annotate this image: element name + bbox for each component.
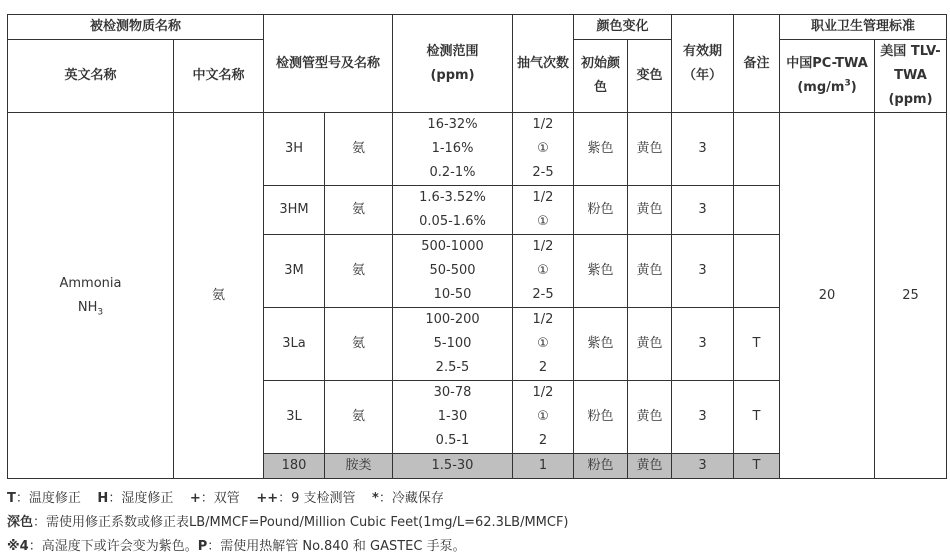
- range-cell: 30-78 1-30 0.5-1: [393, 381, 513, 454]
- changed-color-cell: 黄色: [628, 186, 672, 235]
- header-row-1: [8, 15, 947, 40]
- tube-name-cell: 氨: [325, 113, 393, 186]
- changed-color-cell: 黄色: [628, 381, 672, 454]
- shelf-life-cell: 3: [672, 381, 734, 454]
- tube-model-cell: 3M: [264, 235, 325, 308]
- remark-cell: T: [734, 381, 780, 454]
- detector-tube-spec-table: [7, 14, 947, 479]
- english-name-header: 英文名称: [8, 40, 174, 113]
- initial-color-cell: 紫色: [574, 113, 628, 186]
- shelf-life-cell: 3: [672, 308, 734, 381]
- china-pc-twa-header: 中国PC-TWA $(mg/m^3)$: [780, 40, 875, 113]
- china-pc-twa-cell: 20: [780, 113, 875, 479]
- table-row: [8, 113, 947, 186]
- tube-model-cell: 3H: [264, 113, 325, 186]
- tube-name-cell: 胺类: [325, 454, 393, 479]
- initial-color-header: 初始颜 色: [574, 40, 628, 113]
- initial-color-cell: 紫色: [574, 308, 628, 381]
- remark-cell: [734, 235, 780, 308]
- pumps-cell: 1: [513, 454, 574, 479]
- us-tlv-twa-cell: 25: [875, 113, 947, 479]
- range-cell: 500-1000 50-500 10-50: [393, 235, 513, 308]
- shelf-life-cell: 3: [672, 186, 734, 235]
- range-cell: 100-200 5-100 2.5-5: [393, 308, 513, 381]
- remark-cell: T: [734, 454, 780, 479]
- remark-header: 备注: [734, 15, 780, 113]
- tube-model-cell: 3L: [264, 381, 325, 454]
- range-cell: 16-32% 1-16% 0.2-1%: [393, 113, 513, 186]
- pumps-cell: 1/2 ①: [513, 186, 574, 235]
- initial-color-cell: 粉色: [574, 186, 628, 235]
- range-cell: 1.6-3.52% 0.05-1.6%: [393, 186, 513, 235]
- range-cell: 1.5-30: [393, 454, 513, 479]
- remark-cell: [734, 186, 780, 235]
- changed-color-cell: 黄色: [628, 308, 672, 381]
- tube-name-cell: 氨: [325, 186, 393, 235]
- initial-color-cell: 粉色: [574, 381, 628, 454]
- pumps-cell: 1/2 ① 2: [513, 381, 574, 454]
- pumps-cell: 1/2 ① 2: [513, 308, 574, 381]
- initial-color-cell: 紫色: [574, 235, 628, 308]
- shelf-life-cell: 3: [672, 454, 734, 479]
- pumps-header: 抽气次数: [513, 15, 574, 113]
- shelf-life-cell: 3: [672, 113, 734, 186]
- pumps-cell: 1/2 ① 2-5: [513, 235, 574, 308]
- legend-notes: [7, 487, 947, 559]
- remark-cell: T: [734, 308, 780, 381]
- chinese-name-cell: 氨: [174, 113, 264, 479]
- substance-group-header: 被检测物质名称: [8, 15, 264, 40]
- english-name-cell: Ammonia $NH_3$: [8, 113, 174, 479]
- us-tlv-twa-header: 美国 TLV- TWA (ppm): [875, 40, 947, 113]
- legend-line-1: T：温度修正 H：湿度修正 +：双管 ++：9 支检测管 *：冷藏保存: [7, 491, 444, 506]
- initial-color-cell: 粉色: [574, 454, 628, 479]
- tube-model-cell: 180: [264, 454, 325, 479]
- tube-name-cell: 氨: [325, 235, 393, 308]
- tube-model-cell: 3La: [264, 308, 325, 381]
- tube-model-header: 检测管型号及名称: [264, 15, 393, 113]
- changed-color-cell: 黄色: [628, 235, 672, 308]
- pumps-cell: 1/2 ① 2-5: [513, 113, 574, 186]
- legend-line-2: 深色：需使用修正系数或修正表LB/MMCF=Pound/Million Cubic Feet(1mg/L=62.3LB/MMCF): [7, 515, 569, 530]
- tube-name-cell: 氨: [325, 308, 393, 381]
- shelf-life-header: 有效期 （年）: [672, 15, 734, 113]
- shelf-life-cell: 3: [672, 235, 734, 308]
- tube-name-cell: 氨: [325, 381, 393, 454]
- changed-color-cell: 黄色: [628, 454, 672, 479]
- remark-cell: [734, 113, 780, 186]
- chinese-name-header: 中文名称: [174, 40, 264, 113]
- legend-line-3: ※4：高湿度下或许会变为紫色。P：需使用热解管 No.840 和 GASTEC 手泵。: [7, 539, 466, 554]
- changed-color-header: 变色: [628, 40, 672, 113]
- tube-model-cell: 3HM: [264, 186, 325, 235]
- range-header: 检测范围 (ppm): [393, 15, 513, 113]
- standard-group-header: 职业卫生管理标准: [780, 15, 947, 40]
- changed-color-cell: 黄色: [628, 113, 672, 186]
- color-change-header: 颜色变化: [574, 15, 672, 40]
